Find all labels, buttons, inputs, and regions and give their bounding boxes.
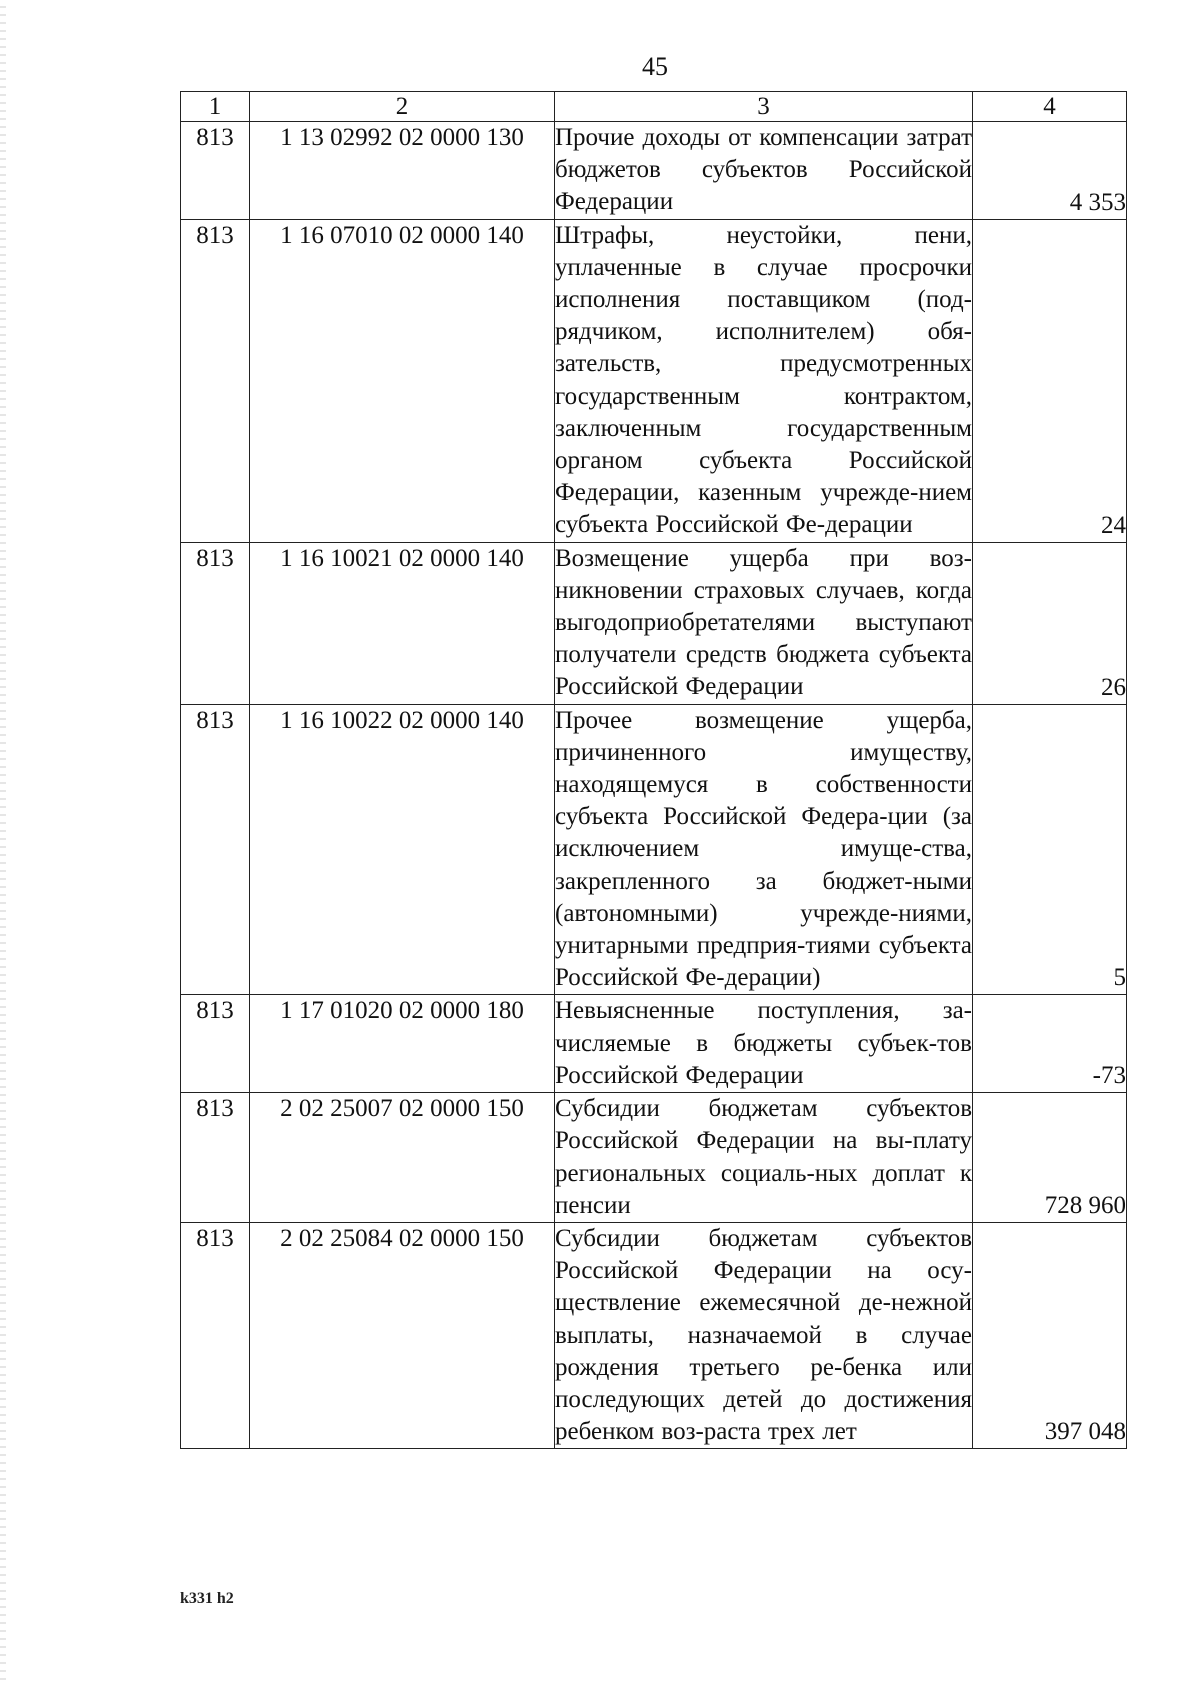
revenue-description [555, 122, 973, 220]
table-row [181, 704, 1127, 995]
amount: -73 [973, 995, 1127, 1093]
revenue-description [555, 542, 973, 704]
description-text: Невыясненные поступления, за-числяемые в бюджеты субъек-тов Российской Федерации [555, 997, 972, 1089]
page-number: 45 [642, 52, 668, 81]
table-body [181, 122, 1127, 1449]
description-text: Прочие доходы от компенсации затрат бюджетов субъектов Российской Федерации [555, 124, 972, 216]
revenue-code: 1 16 07010 02 0000 140 [250, 219, 555, 542]
amount: 397 048 [973, 1222, 1127, 1448]
description-text: Штрафы, неустойки, пени, уплаченные в случае просрочки исполнения поставщиком (под-рядчиком, исполнителем) обя-зательств, предусмотренных государственным контрактом, заключенным государственным органом субъекта Российской Федерации, казенным учрежде-нием субъекта Российской Фе-дерации [555, 221, 972, 539]
table-row [181, 122, 1127, 220]
revenue-description [555, 1222, 973, 1448]
footer-code: k331 h2 [180, 1590, 234, 1607]
scan-edge [0, 0, 6, 1686]
budget-table [180, 91, 1127, 1449]
revenue-description [555, 1093, 973, 1223]
table-row [181, 1222, 1127, 1448]
table-header [181, 92, 1127, 122]
admin-code: 813 [181, 1093, 250, 1223]
revenue-description [555, 219, 973, 542]
table-row [181, 995, 1127, 1093]
admin-code: 813 [181, 1222, 250, 1448]
amount: 4 353 [973, 122, 1127, 220]
amount: 24 [973, 219, 1127, 542]
table-row [181, 1093, 1127, 1223]
header-col-4: 4 [973, 92, 1127, 122]
admin-code: 813 [181, 995, 250, 1093]
admin-code: 813 [181, 219, 250, 542]
revenue-code: 2 02 25084 02 0000 150 [250, 1222, 555, 1448]
amount: 5 [973, 704, 1127, 995]
amount: 728 960 [973, 1093, 1127, 1223]
revenue-code: 1 16 10021 02 0000 140 [250, 542, 555, 704]
revenue-code: 2 02 25007 02 0000 150 [250, 1093, 555, 1223]
revenue-code: 1 13 02992 02 0000 130 [250, 122, 555, 220]
header-col-1: 1 [181, 92, 250, 122]
revenue-description [555, 704, 973, 995]
header-row [181, 92, 1127, 122]
admin-code: 813 [181, 542, 250, 704]
revenue-description [555, 995, 973, 1093]
revenue-code: 1 17 01020 02 0000 180 [250, 995, 555, 1093]
description-text: Прочее возмещение ущерба, причиненного имуществу, находящемуся в собственности субъекта Российской Федера-ции (за исключением имуще-ства, закрепленного за бюджет-ными (автономными) учрежде-ниями, унитарными предприя-тиями субъекта Российской Фе-дерации) [555, 706, 972, 992]
admin-code: 813 [181, 704, 250, 995]
revenue-code: 1 16 10022 02 0000 140 [250, 704, 555, 995]
amount: 26 [973, 542, 1127, 704]
table-row [181, 219, 1127, 542]
description-text: Субсидии бюджетам субъектов Российской Федерации на вы-плату региональных социаль-ных доплат к пенсии [555, 1095, 972, 1219]
description-text: Субсидии бюджетам субъектов Российской Федерации на осу-ществление ежемесячной де-нежной выплаты, назначаемой в случае рождения третьего ре-бенка или последующих детей до достижения ребенком воз-раста трех лет [555, 1224, 972, 1446]
table-row [181, 542, 1127, 704]
header-col-3: 3 [555, 92, 973, 122]
admin-code: 813 [181, 122, 250, 220]
description-text: Возмещение ущерба при воз-никновении страховых случаев, когда выгодоприобретателями выступают получатели средств бюджета субъекта Российской Федерации [555, 544, 972, 701]
header-col-2: 2 [250, 92, 555, 122]
